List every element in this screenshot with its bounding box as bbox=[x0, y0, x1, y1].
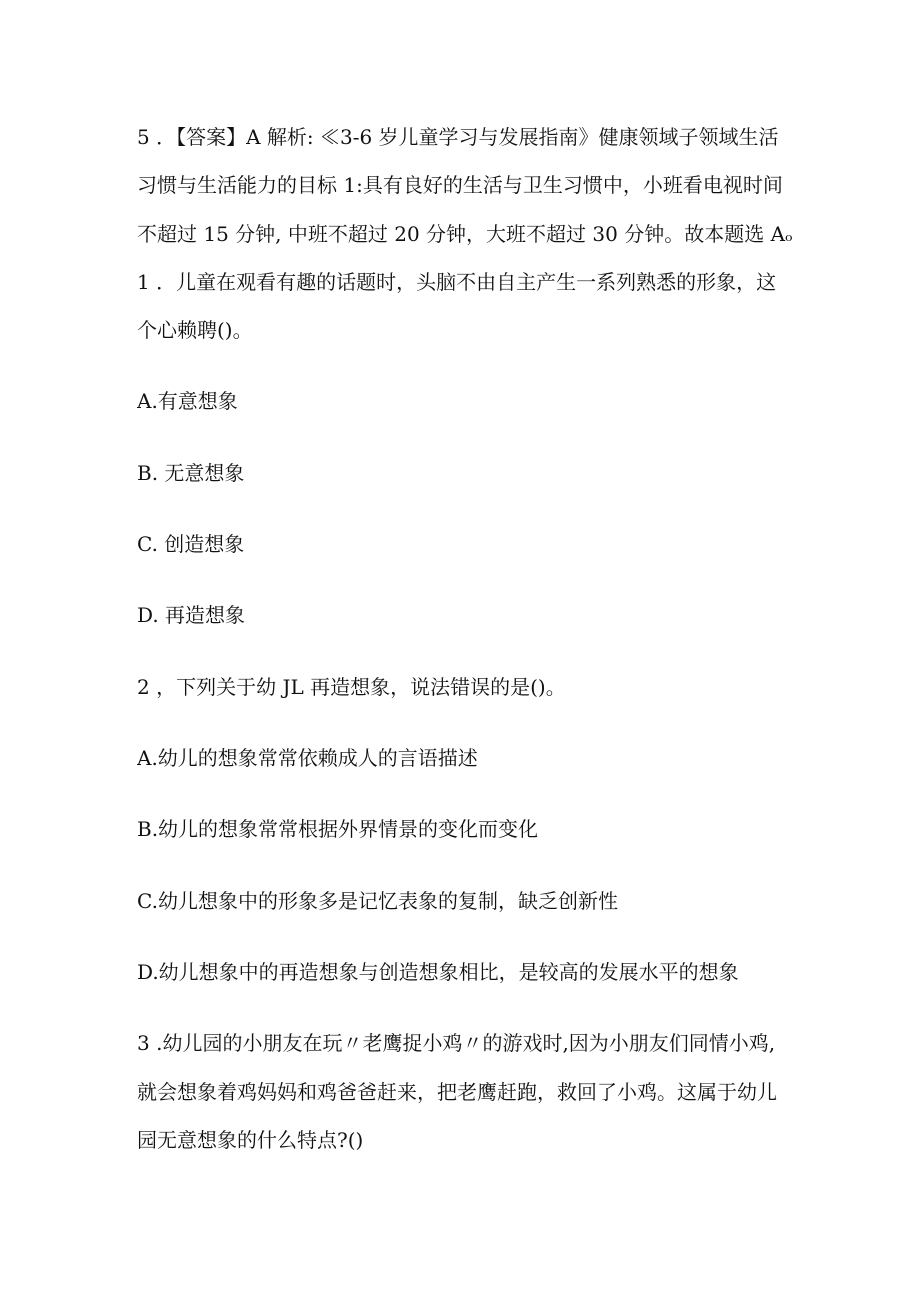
question-3-stem-line-1: 3 .幼儿园的小朋友在玩〃老鹰捉小鸡〃的游戏时,因为小朋友们同情小鸡, bbox=[137, 1031, 776, 1055]
question-1-option-d: D. 再造想象 bbox=[137, 603, 246, 627]
question-1-option-b: B. 无意想象 bbox=[137, 461, 245, 485]
question-3-stem-line-2: 就会想象着鸡妈妈和鸡爸爸赶来，把老鹰赶跑，救回了小鸡。这属于幼儿 bbox=[137, 1080, 777, 1104]
question-1-option-c: C. 创造想象 bbox=[137, 532, 245, 556]
question-1-option-a: A.有意想象 bbox=[137, 389, 238, 413]
question-3-stem-line-3: 园无意想象的什么特点?() bbox=[137, 1128, 364, 1152]
question-2-option-d: D.幼儿想象中的再造想象与创造想象相比，是较高的发展水平的想象 bbox=[137, 960, 739, 984]
question-1-stem-line-2: 个心赖聘()。 bbox=[137, 318, 253, 342]
question-2-stem: 2 ，下列关于幼 JL 再造想象，说法错误的是()。 bbox=[137, 675, 566, 699]
question-2-option-c: C.幼儿想象中的形象多是记忆表象的复制，缺乏创新性 bbox=[137, 889, 618, 913]
question-1-stem-line-1: 1 ．儿童在观看有趣的话题时，头脑不由自主产生一系列熟悉的形象，这 bbox=[137, 270, 777, 294]
question-2-option-b: B.幼儿的想象常常根据外界情景的变化而变化 bbox=[137, 817, 539, 841]
answer-explanation-line-2: 习惯与生活能力的目标 1:具有良好的生活与卫生习惯中，小班看电视时间 bbox=[137, 173, 783, 197]
answer-explanation-line-3: 不超过 15 分钟, 中班不超过 20 分钟，大班不超过 30 分钟。故本题选 Aₒ bbox=[137, 222, 793, 246]
answer-explanation-line-1: 5 ．【答案】A 解析: ≪3-6 岁儿童学习与发展指南》健康领域子领域生活 bbox=[137, 125, 779, 149]
question-2-option-a: A.幼儿的想象常常依赖成人的言语描述 bbox=[137, 746, 478, 770]
